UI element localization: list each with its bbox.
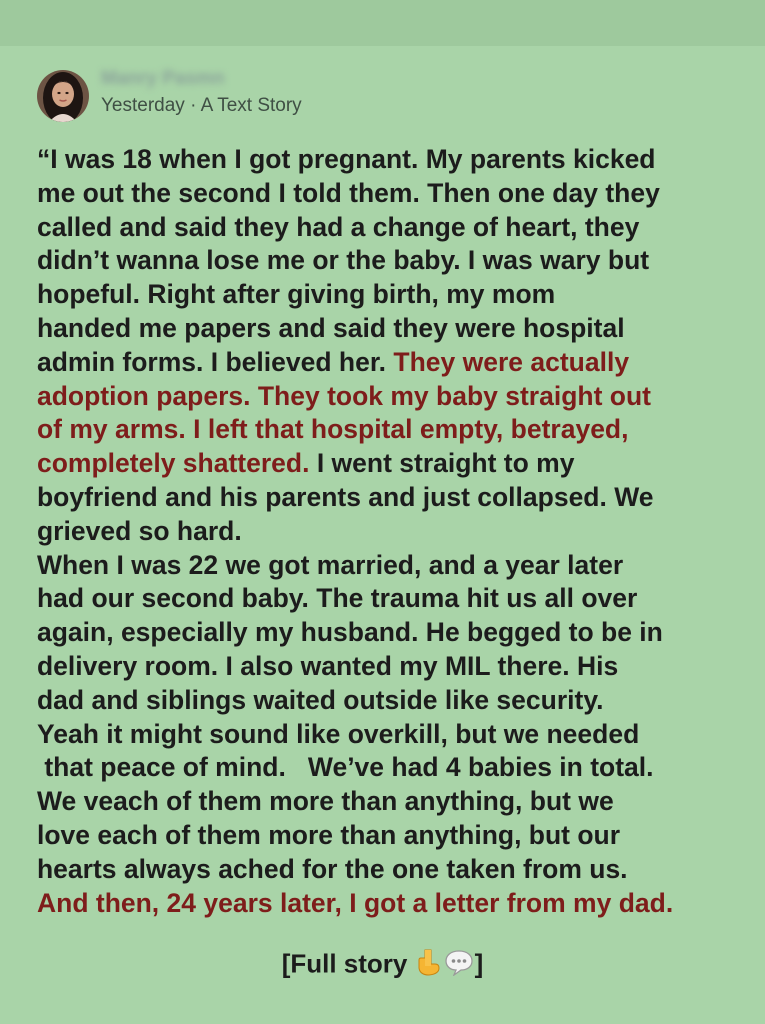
meta-separator: · — [190, 95, 197, 116]
story-line — [37, 278, 747, 312]
post-header — [37, 70, 302, 122]
cta-close-text: ] — [474, 948, 484, 979]
top-band — [0, 0, 765, 46]
post-subline — [101, 94, 302, 118]
story-line — [37, 819, 747, 853]
story-text-segment: me out the second I told them. Then one day they — [37, 177, 660, 208]
story-line — [37, 177, 747, 211]
story-text-segment: handed me papers and said they were hospital — [37, 312, 625, 343]
story-text-segment: love each of them more than anything, but our — [37, 819, 621, 850]
story-line — [37, 211, 747, 245]
highlighted-text: completely shattered. — [37, 448, 310, 479]
story-line — [37, 346, 747, 380]
story-line — [37, 549, 747, 583]
story-line — [37, 853, 747, 887]
speech-bubble-emoji-icon — [444, 948, 474, 983]
story-text-segment: We veach of them more than anything, but we — [37, 786, 614, 817]
story-text-segment: had our second baby. The trauma hit us all over — [37, 583, 638, 614]
full-story-link[interactable] — [0, 948, 765, 983]
story-line — [37, 751, 747, 785]
story-line — [37, 481, 747, 515]
author-name[interactable]: Manry Pasmn — [101, 68, 225, 89]
post-card — [0, 46, 765, 1024]
story-line — [37, 312, 747, 346]
story-line — [37, 244, 747, 278]
story-line — [37, 616, 747, 650]
post-timestamp[interactable]: Yesterday — [101, 95, 185, 116]
story-text-segment: delivery room. I also wanted my MIL there. His — [37, 650, 619, 681]
story-text — [37, 143, 747, 920]
story-text-segment: again, especially my husband. He begged to be in — [37, 617, 663, 648]
highlighted-text: They were actually — [393, 346, 630, 377]
story-line — [37, 785, 747, 819]
story-text-segment: I went straight to my — [309, 448, 575, 479]
story-line — [37, 582, 747, 616]
post-type: A Text Story — [200, 95, 302, 116]
post-meta — [101, 68, 302, 118]
author-avatar[interactable] — [37, 70, 89, 122]
story-line — [37, 447, 747, 481]
story-text-segment: When I was 22 we got married, and a year later — [37, 549, 624, 580]
story-line — [37, 413, 747, 447]
story-line — [37, 684, 747, 718]
story-text-segment: didn’t wanna lose me or the baby. I was wary but — [37, 245, 650, 276]
story-line — [37, 515, 747, 549]
pointing-down-emoji-icon — [416, 948, 442, 983]
story-text-segment: hopeful. Right after giving birth, my mom — [37, 279, 556, 310]
story-text-segment: admin forms. I believed her. — [37, 346, 394, 377]
highlighted-text: adoption papers. They took my baby straight out — [37, 380, 651, 411]
story-text-segment: grieved so hard. — [37, 515, 242, 546]
story-text-segment: hearts always ached for the one taken from us. — [37, 853, 628, 884]
story-line — [37, 380, 747, 414]
highlighted-text: And then, 24 years later, I got a letter from my dad. — [37, 887, 674, 918]
story-text-segment: dad and siblings waited outside like security. — [37, 684, 604, 715]
story-text-segment: boyfriend and his parents and just collapsed. We — [37, 481, 654, 512]
story-line — [37, 143, 747, 177]
story-text-segment: that peace of mind. We’ve had 4 babies in total. — [37, 752, 654, 783]
highlighted-text: of my arms. I left that hospital empty, betrayed, — [37, 414, 629, 445]
story-text-segment: Yeah it might sound like overkill, but we needed — [37, 718, 640, 749]
story-text-segment: “I was 18 when I got pregnant. My parents kicked — [37, 144, 656, 174]
cta-open-text: [Full story — [281, 948, 415, 979]
avatar-photo-icon — [37, 70, 89, 122]
story-text-segment: called and said they had a change of heart, they — [37, 211, 640, 242]
story-line — [37, 887, 747, 921]
story-line — [37, 718, 747, 752]
story-line — [37, 650, 747, 684]
